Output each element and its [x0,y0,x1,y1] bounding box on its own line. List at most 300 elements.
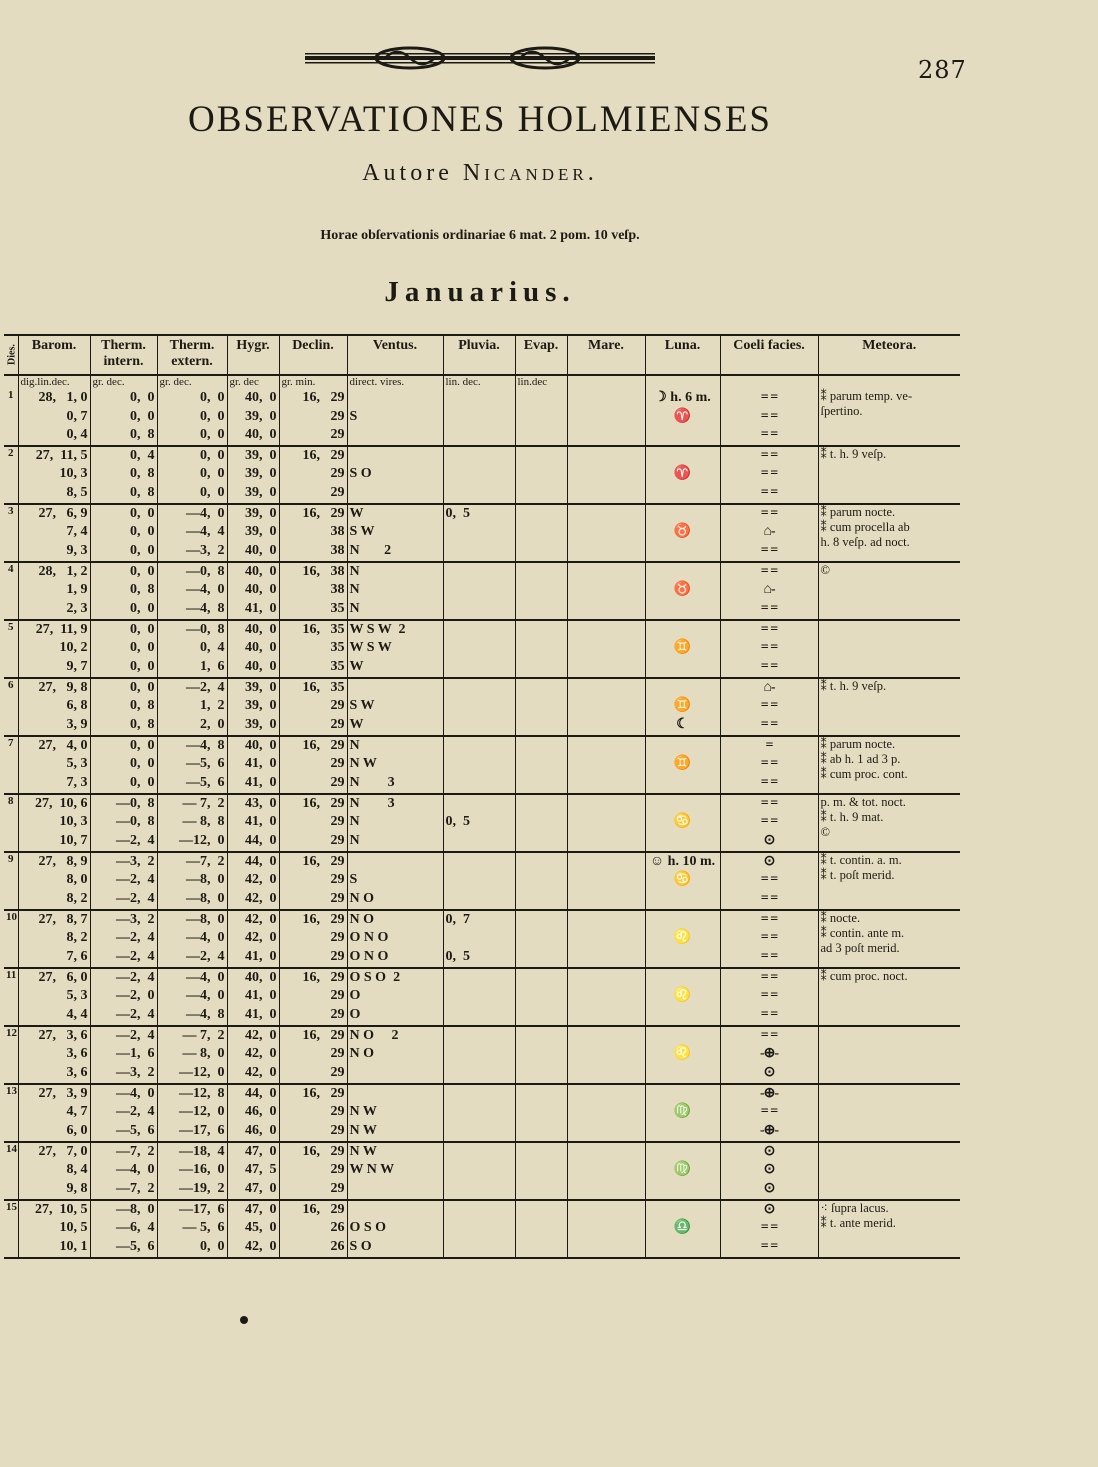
therm-extern-value: —17, 6 [179,1122,225,1138]
pluvia-value [446,832,513,851]
therm-extern-cell [157,678,227,736]
declin-value: 29 [330,930,345,945]
luna-value: ♉ [673,524,692,539]
declin-cell [279,736,347,794]
meteora-value: © [820,824,830,839]
pluvia-value [446,1238,513,1257]
ventus-cell [347,1142,443,1200]
hygr-value: 41, 0 [245,600,277,616]
table-row [4,562,960,620]
evap-cell [515,389,567,446]
coeli-value: = = [760,600,778,616]
ventus-value: N W [349,1104,377,1119]
declin-value: 29 [330,716,345,732]
day-number: 4 [4,562,18,620]
therm-intern-value: 0, 0 [130,658,155,674]
ventus-value: S O [349,1238,372,1254]
ventus-cell [347,1026,443,1084]
therm-extern-value: —0, 8 [186,563,225,579]
declin-cell [279,852,347,910]
therm-extern-value: 0, 0 [200,447,225,463]
barom-value: 27, 8, 7 [38,911,88,927]
luna-value [648,447,718,466]
therm-extern-cell [157,1200,227,1258]
ventus-value: W [349,716,364,732]
hygr-value: 39, 0 [245,447,277,463]
pluvia-value: 0, 5 [445,948,470,964]
therm-intern-value: —2, 4 [116,969,155,985]
barom-value: 9, 8 [66,1180,88,1196]
header-row [4,335,960,375]
therm-extern-cell [157,389,227,446]
declin-value: 38 [330,582,345,597]
pluvia-value [446,774,513,793]
header-day: Dies. [4,335,18,375]
coeli-value: = = [760,930,778,945]
pluvia-value [446,987,513,1006]
luna-cell [645,1142,720,1200]
hygr-value: 39, 0 [245,466,277,481]
declin-value: 29 [330,1180,345,1196]
table-row [4,678,960,736]
coeli-value: ⊙ [763,1201,775,1217]
table-row [4,736,960,794]
evap-cell [515,562,567,620]
therm-extern-cell [157,504,227,562]
therm-extern-value: —5, 6 [186,756,225,771]
ventus-value [350,679,441,698]
hygr-value: 42, 0 [245,1027,277,1043]
declin-value: 16, 29 [302,1201,345,1217]
coeli-value: = = [760,427,778,442]
hygr-value: 40, 0 [245,563,277,579]
barom-value: 8, 2 [66,930,88,945]
coeli-value: = = [760,621,778,637]
mare-cell [567,389,645,446]
day-number: 6 [4,678,18,736]
hygr-cell [227,1142,279,1200]
mare-cell [567,1142,645,1200]
table-row [4,968,960,1026]
barom-value: 27, 4, 0 [38,737,88,753]
header-declin: Declin. [279,335,347,375]
hygr-value: 41, 0 [245,774,277,790]
ventus-value: N [349,563,360,579]
table-row [4,1084,960,1142]
meteora-cell [818,1142,960,1200]
declin-value: 29 [330,1064,345,1080]
luna-cell [645,562,720,620]
meteora-cell [818,794,960,852]
therm-intern-cell [90,736,157,794]
pluvia-cell [443,1200,515,1258]
barom-value: 7, 4 [66,524,88,539]
coeli-value: -⊕- [759,1085,779,1101]
coeli-value: ⊙ [763,853,775,869]
therm-extern-value: — 5, 6 [182,1220,225,1235]
barom-value: 7, 3 [66,774,88,790]
therm-extern-value: 1, 2 [200,698,225,713]
header-ventus: Ventus. [347,335,443,375]
barom-cell [18,678,90,736]
declin-value: 16, 29 [302,795,345,811]
coeli-cell [720,389,818,446]
pluvia-cell [443,446,515,504]
barom-value: 27, 8, 9 [38,853,88,869]
hygr-value: 40, 0 [245,582,277,597]
declin-value: 16, 35 [302,679,345,695]
day-number: 15 [4,1200,18,1258]
therm-extern-value: —4, 4 [186,524,225,539]
meteora-cell [818,852,960,910]
meteora-cell [818,620,960,678]
therm-intern-value: —3, 2 [116,1064,155,1080]
declin-value: 16, 29 [302,1085,345,1101]
luna-value [648,621,718,640]
declin-value: 16, 29 [302,390,345,405]
ventus-cell [347,562,443,620]
meteora-cell [818,1200,960,1258]
therm-intern-cell [90,620,157,678]
ventus-value [350,484,441,503]
therm-extern-value: —17, 6 [179,1201,225,1217]
ventus-cell [347,620,443,678]
pluvia-value [446,1219,513,1238]
coeli-value: = = [760,484,778,500]
ventus-value: O S O 2 [349,969,401,985]
coeli-value: = = [760,988,778,1003]
therm-extern-cell [157,620,227,678]
ventus-value [350,447,441,466]
therm-intern-value: 0, 0 [130,505,155,521]
hygr-cell [227,736,279,794]
barom-value: 0, 4 [66,427,88,442]
pluvia-value [446,1006,513,1025]
hygr-value: 40, 0 [245,621,277,637]
ventus-value: O [349,1006,361,1022]
ventus-value: N O 2 [349,1027,399,1043]
hygr-value: 40, 0 [245,390,277,405]
ventus-value: N [349,737,360,753]
barom-value: 5, 3 [66,988,88,1003]
ventus-value: O [349,988,361,1003]
declin-value: 16, 29 [302,737,345,753]
ventus-value: W [349,505,364,521]
declin-value: 29 [330,408,345,424]
therm-intern-value: —4, 0 [116,1085,155,1101]
coeli-value: = = [760,408,778,424]
meteora-cell [818,1084,960,1142]
therm-extern-value: —8, 0 [186,911,225,927]
coeli-value: -⊕- [759,1046,779,1061]
hygr-value: 47, 0 [245,1180,277,1196]
coeli-value: = = [760,658,778,674]
mare-cell [567,1200,645,1258]
coeli-value: = = [760,814,778,829]
barom-cell [18,504,90,562]
hygr-value: 39, 0 [245,716,277,732]
pluvia-value [446,1085,513,1104]
therm-intern-cell [90,910,157,968]
hygr-value: 42, 0 [245,911,277,927]
declin-value: 29 [330,698,345,713]
coeli-value: = [765,737,773,753]
ventus-value: N [349,582,360,597]
barom-cell [18,910,90,968]
mare-cell [567,1026,645,1084]
declin-cell [279,794,347,852]
therm-extern-value: 2, 0 [200,716,225,732]
coeli-cell [720,852,818,910]
coeli-value: = = [760,774,778,790]
header-luna: Luna. [645,335,720,375]
declin-value: 29 [330,1122,345,1138]
ventus-value: W S W 2 [349,621,406,637]
day-number: 7 [4,736,18,794]
therm-intern-value: 0, 0 [130,679,155,695]
coeli-value: = = [760,1220,778,1235]
header-therm-extern: Therm. extern. [157,335,227,375]
therm-extern-value: —16, 0 [179,1162,225,1177]
therm-extern-value: 0, 0 [200,1238,225,1254]
therm-intern-cell [90,562,157,620]
therm-extern-cell [157,852,227,910]
barom-value: 27, 6, 9 [38,505,88,521]
ventus-value: S O [349,466,372,481]
coeli-value: = = [760,756,778,771]
declin-value: 29 [330,948,345,964]
declin-value: 29 [330,774,345,790]
barom-value: 10, 5 [59,1220,88,1235]
therm-extern-value: —4, 0 [186,582,225,597]
hygr-value: 41, 0 [245,756,277,771]
pluvia-cell [443,852,515,910]
hygr-value: 40, 0 [245,427,277,442]
ventus-value: N 3 [349,774,395,790]
luna-value [648,1180,718,1199]
therm-intern-value: —2, 4 [116,1027,155,1043]
meteora-value: ⁑ t. h. 9 mat. [820,809,884,824]
pluvia-value [446,755,513,774]
therm-intern-value: —2, 4 [116,948,155,964]
ventus-value: N O [349,911,374,927]
barom-value: 5, 3 [66,756,88,771]
barom-value: 0, 7 [66,408,88,424]
therm-intern-value: 0, 8 [130,698,155,713]
header-evap: Evap. [515,335,567,375]
day-number: 13 [4,1084,18,1142]
therm-intern-value: 0, 0 [130,737,155,753]
day-number: 12 [4,1026,18,1084]
ventus-value [350,853,441,872]
therm-extern-value: —4, 0 [186,969,225,985]
barom-value: 27, 10, 5 [35,1201,88,1217]
therm-intern-value: —3, 2 [116,911,155,927]
hygr-value: 46, 0 [245,1104,277,1119]
declin-value: 35 [330,640,345,655]
meteora-value: ⁖ ſupra lacus. [820,1200,889,1215]
therm-extern-value: —12, 0 [179,1104,225,1119]
pluvia-value [446,658,513,677]
hygr-cell [227,794,279,852]
luna-value [648,969,718,988]
hygr-cell [227,1200,279,1258]
therm-intern-value: 0, 0 [130,640,155,655]
luna-value [648,484,718,503]
luna-value: ♋ [673,814,692,829]
mare-cell [567,852,645,910]
ventus-value: N O [349,1046,374,1061]
observations-body [4,375,960,1258]
units-declin: gr. min. [279,375,347,389]
pluvia-cell [443,562,515,620]
ventus-value: W [349,658,364,674]
declin-value: 16, 35 [302,621,345,637]
units-ventus: direct. vires. [347,375,443,389]
pluvia-value [446,716,513,735]
coeli-cell [720,794,818,852]
declin-cell [279,562,347,620]
luna-value [648,1006,718,1025]
barom-cell [18,1084,90,1142]
header-hygr: Hygr. [227,335,279,375]
declin-value: 16, 29 [302,505,345,521]
declin-value: 16, 29 [302,969,345,985]
pluvia-cell [443,910,515,968]
therm-extern-value: —5, 6 [186,774,225,790]
header-coeli: Coeli facies. [720,335,818,375]
hygr-cell [227,910,279,968]
luna-value: ♊ [673,756,692,771]
hygr-value: 42, 0 [245,1238,277,1254]
therm-intern-value: —2, 4 [116,1104,155,1119]
meteora-value: p. m. & tot. noct. [820,794,906,809]
luna-cell [645,1200,720,1258]
hygr-value: 40, 0 [245,737,277,753]
therm-extern-value: 0, 0 [200,484,225,500]
therm-extern-value: —3, 2 [186,542,225,558]
table-row [4,389,960,446]
luna-cell [645,794,720,852]
coeli-cell [720,1142,818,1200]
ventus-value: N O [349,890,374,906]
declin-value: 35 [330,600,345,616]
therm-intern-cell [90,446,157,504]
pluvia-value [446,890,513,909]
pluvia-value [446,408,513,427]
luna-value: ♍ [673,1162,692,1177]
ventus-value: N W [349,756,377,771]
therm-intern-value: 0, 8 [130,582,155,597]
units-day [4,375,18,389]
ventus-value: O N O [349,930,389,945]
luna-value [648,737,718,756]
meteora-value: ⁑ t. poſt merid. [820,867,895,882]
therm-intern-value: 0, 8 [130,484,155,500]
declin-cell [279,1142,347,1200]
coeli-value: = = [760,872,778,887]
coeli-value: = = [760,1104,778,1119]
declin-cell [279,446,347,504]
meteora-value: ⁑ nocte. [820,910,861,925]
therm-extern-cell [157,736,227,794]
barom-value: 9, 3 [66,542,88,558]
barom-value: 8, 2 [66,890,88,906]
pluvia-cell [443,794,515,852]
meteora-value: ⁑ parum temp. ve- [820,389,913,403]
declin-cell [279,1200,347,1258]
pluvia-value [446,621,513,640]
coeli-cell [720,620,818,678]
pluvia-value: 0, 5 [445,814,470,829]
mare-cell [567,504,645,562]
ventus-cell [347,389,443,446]
evap-cell [515,852,567,910]
ventus-cell [347,1084,443,1142]
therm-intern-value: 0, 0 [130,621,155,637]
barom-value: 27, 11, 9 [35,621,88,637]
evap-cell [515,446,567,504]
ventus-cell [347,504,443,562]
coeli-value: = = [760,716,778,732]
hygr-value: 44, 0 [245,832,277,848]
therm-extern-value: —4, 8 [186,1006,225,1022]
luna-value [648,1085,718,1104]
units-barom: dig.lin.dec. [18,375,90,389]
meteora-value: ⁑ contin. ante m. [820,925,905,940]
barom-value: 10, 2 [59,640,88,655]
pluvia-value [446,1064,513,1083]
hygr-cell [227,1084,279,1142]
therm-intern-cell [90,504,157,562]
evap-cell [515,1026,567,1084]
barom-value: 6, 8 [66,698,88,713]
barom-value: 3, 6 [66,1046,88,1061]
pluvia-value: 0, 7 [445,911,470,927]
declin-value: 26 [330,1220,345,1235]
barom-value: 10, 7 [59,832,88,848]
luna-value: ♌ [673,988,692,1003]
header-therm-intern: Therm. intern. [90,335,157,375]
coeli-cell [720,562,818,620]
barom-cell [18,1200,90,1258]
pluvia-value [446,542,513,561]
coeli-cell [720,504,818,562]
luna-value: ♉ [673,582,692,597]
table-row [4,620,960,678]
mare-cell [567,910,645,968]
barom-cell [18,389,90,446]
declin-cell [279,910,347,968]
hygr-value: 46, 0 [245,1122,277,1138]
barom-cell [18,852,90,910]
hygr-value: 47, 0 [245,1201,277,1217]
header-pluvia: Pluvia. [443,335,515,375]
luna-cell [645,968,720,1026]
declin-cell [279,678,347,736]
therm-intern-value: 0, 0 [130,600,155,616]
evap-cell [515,1200,567,1258]
therm-intern-value: 0, 0 [130,563,155,579]
ventus-cell [347,910,443,968]
units-evap: lin.dec [515,375,567,389]
declin-value: 16, 29 [302,447,345,463]
coeli-value: = = [760,466,778,481]
coeli-value: ⌂- [763,679,775,695]
declin-value: 29 [330,484,345,500]
hygr-value: 41, 0 [245,988,277,1003]
coeli-value: = = [760,390,778,405]
